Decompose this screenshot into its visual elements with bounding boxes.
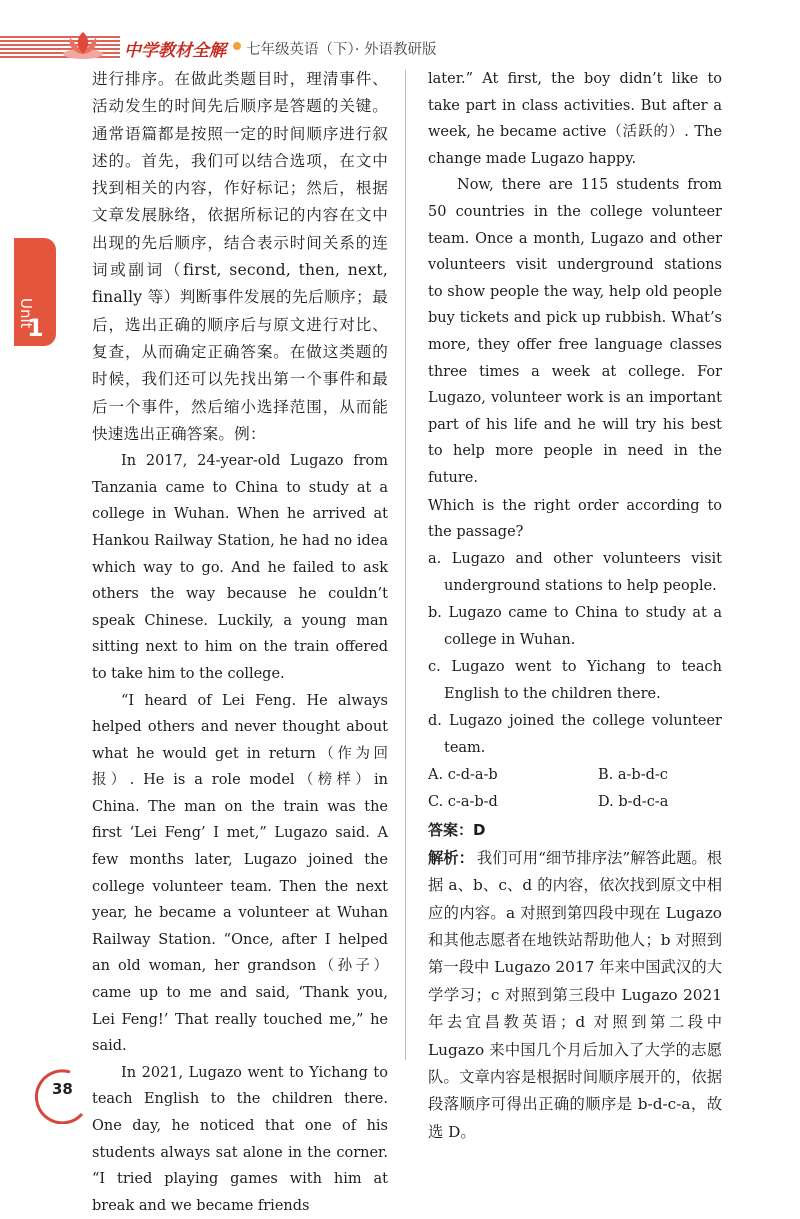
analysis-label: 解析： [428,848,474,867]
option-item: b. Lugazo came to China to study at a college in Wuhan. [428,604,722,648]
unit-tab [14,238,56,346]
choice-b: B. a-b-d-c [598,766,668,783]
choice-c: C. c-a-b-d [428,793,498,810]
option-item: d. Lugazo joined the college volunteer team. [428,712,722,756]
option-item: c. Lugazo went to Yichang to teach English to the children there. [428,658,722,702]
answer-choices [428,762,722,816]
passage-paragraph-3: In 2021, Lugazo went to Yichang to teach English to the children there. One day, he noticed that one of his students always sat alone in the corner. “I tried playing games with him at break and we became friends [92,1064,388,1214]
choice-a: A. c-d-a-b [428,766,498,783]
answer-label: 答案： [428,820,474,839]
book-series-title: 中学教材全解 [124,41,226,61]
lotus-icon [60,28,106,60]
unit-tab-label: Unit [17,298,35,329]
option-list [428,546,722,762]
column-divider [405,70,406,1060]
answer-value: D [473,820,486,839]
left-column [92,66,388,1219]
passage-paragraph-2: “I heard of Lei Feng. He always helped others and never thought about what he would get in return（作为回报）. He is a role model（榜样）in China. The man on the train was the first ‘Lei Feng’ I met,” Lugazo said. A few months later, Lugazo joined the college volunteer team. Then the next year, he became a volunteer at Wuhan Railway Station. “Once, after I helped an old woman, her grandson（孙子）came up to me and said, ‘Thank you, Lei Feng!’ That really touched me,” he said. [92,692,388,1055]
analysis-text: 我们可用“细节排序法”解答此题。根据 a、b、c、d 的内容，依次找到原文中相应的内容。a 对照到第四段中现在 Lugazo 和其他志愿者在地铁站帮助他人；b 对照到第一段中 Lugazo 2017 年来中国武汉的大学学习；c 对照到第三段中 Lugazo 2021 年去宜昌教英语；d 对照到第二段中 Lugazo 来中国几个月后加入了大学的志愿队。文章内容是根据时间顺序展开的，依据段落顺序可得出正确的顺序是 b-d-c-a，故选 D。 [428,848,723,1141]
choice-d: D. b-d-c-a [598,793,669,810]
passage-paragraph-3-continued: later.” At first, the boy didn’t like to take part in class activities. But after a week, he became active（活跃的）. The change made Lugazo happy. [428,71,722,167]
header-bullet-dot [233,42,241,50]
page-number: 38 [52,1080,73,1098]
analysis-paragraph [428,845,722,1146]
passage-paragraph-4: Now, there are 115 students from 50 countries in the college volunteer team. Once a month, Lugazo and other volunteers visit underground stations to show people the way, help old people buy tickets and pick up rubbish. What’s more, they offer free language classes three times a week at college. For Lugazo, volunteer work is an important part of his life and he will try his best to help more people in need in the future. [428,177,722,486]
method-intro-paragraph: 进行排序。在做此类题目时，理清事件、活动发生的时间先后顺序是答题的关键。通常语篇都是按照一定的时间顺序进行叙述的。首先，我们可以结合选项，在文中找到相关的内容，作好标记；然后，根据文章发展脉络，依据所标记的内容在文中出现的先后顺序，结合表示时间关系的连词或副词（first, second, then, next, finally 等）判断事件发展的先后顺序；最后，选出正确的顺序后与原文进行对比、复查，从而确定正确答案。在做这类题的时候，我们还可以先找出第一个事件和最后一个事件，然后缩小选择范围，从而能快速选出正确答案。例： [92,70,388,443]
book-subtitle: 七年级英语（下）· 外语教研版 [246,42,437,58]
answer-line [428,816,722,845]
passage-paragraph-1: In 2017, 24-year-old Lugazo from Tanzania came to China to study at a college in Wuhan. When he arrived at Hankou Railway Station, he had no idea which way to go. And he failed to ask others the way because he couldn’t speak Chinese. Luckily, a young man sitting next to him on the train offered to take him to the college. [92,453,388,682]
right-column [428,66,722,1146]
option-item: a. Lugazo and other volunteers visit underground stations to help people. [428,550,722,594]
unit-tab-number: 1 [27,314,44,342]
question-text: Which is the right order according to the passage? [428,497,722,541]
